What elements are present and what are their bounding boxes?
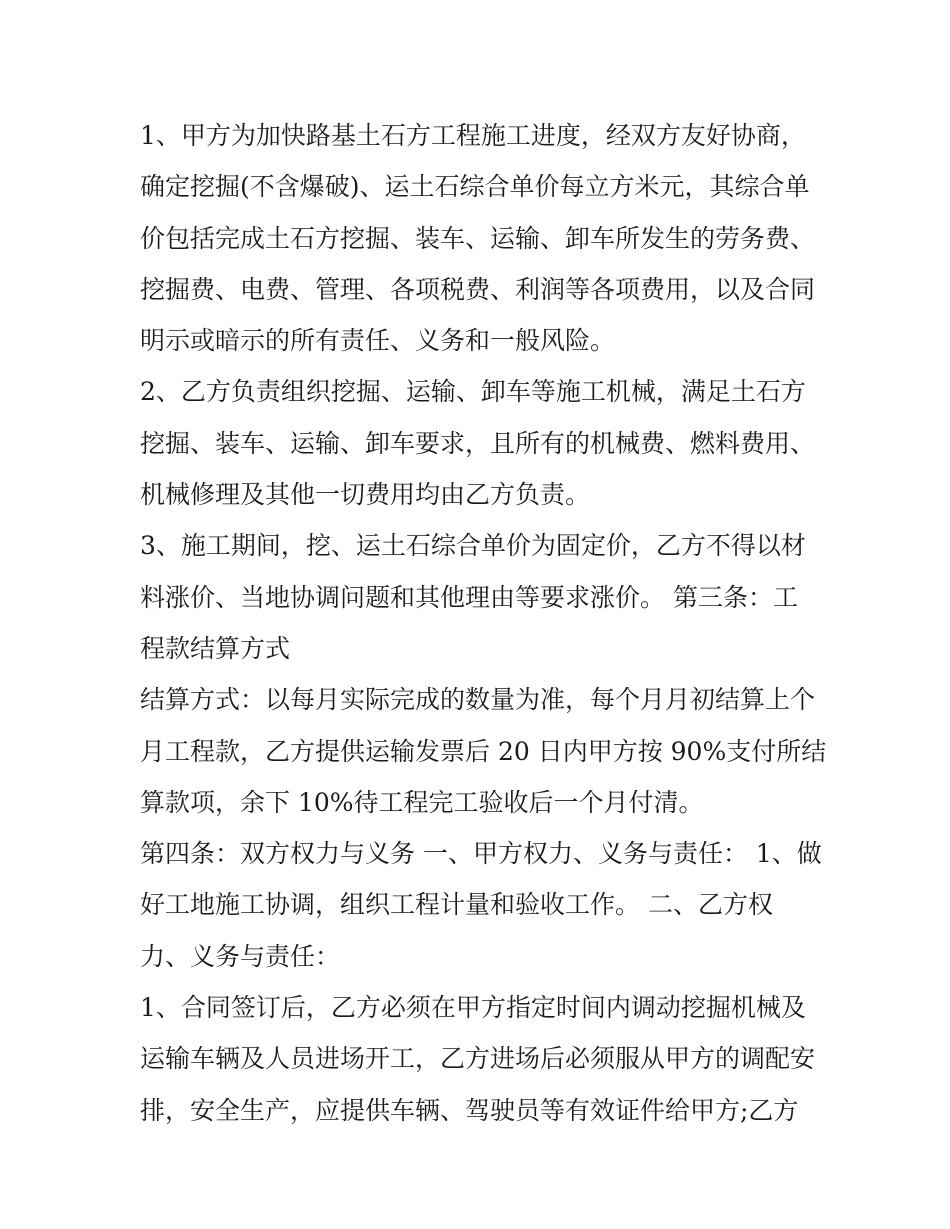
text-line: 2、乙方负责组织挖掘、运输、卸车等施工机械，满足土石方	[140, 377, 806, 407]
text-line: 机械修理及其他一切费用均由乙方负责。	[140, 480, 591, 510]
text-line: 价包括完成土石方挖掘、装车、运输、卸车所发生的劳务费、	[140, 223, 816, 253]
text-line: 结算方式：以每月实际完成的数量为准，每个月月初结算上个	[140, 685, 816, 715]
text-line: 1、合同签订后，乙方必须在甲方指定时间内调动挖掘机械及	[140, 993, 806, 1023]
text-line: 挖掘、装车、运输、卸车要求，且所有的机械费、燃料费用、	[140, 428, 816, 458]
text-line: 运输车辆及人员进场开工，乙方进场后必须服从甲方的调配安	[140, 1044, 816, 1074]
text-line: 程款结算方式	[140, 633, 291, 663]
text-line: 力、义务与责任：	[140, 941, 341, 971]
text-line: 料涨价、当地协调问题和其他理由等要求涨价。 第三条：工	[140, 582, 798, 612]
text-line: 1、甲方为加快路基土石方工程施工进度，经双方友好协商，	[140, 121, 806, 150]
text-line: 3、施工期间，挖、运土石综合单价为固定价，乙方不得以材	[140, 531, 806, 561]
text-line: 确定挖掘(不含爆破)、运土石综合单价每立方米元，其综合单	[140, 172, 810, 202]
text-line: 第四条：双方权力与义务 一、甲方权力、义务与责任： 1、做	[140, 839, 822, 869]
text-line: 月工程款，乙方提供运输发票后 20 日内甲方按 90%支付所结	[140, 736, 827, 766]
text-line: 算款项，余下 10%待工程完工验收后一个月付清。	[140, 787, 704, 817]
text-line: 挖掘费、电费、管理、各项税费、利润等各项费用，以及合同	[140, 274, 816, 304]
text-line: 好工地施工协调，组织工程计量和验收工作。 二、乙方权	[140, 890, 773, 920]
text-line: 明示或暗示的所有责任、义务和一般风险。	[140, 326, 616, 356]
contract-text	[140, 110, 827, 1136]
text-line: 排，安全生产，应提供车辆、驾驶员等有效证件给甲方;乙方	[140, 1095, 799, 1125]
